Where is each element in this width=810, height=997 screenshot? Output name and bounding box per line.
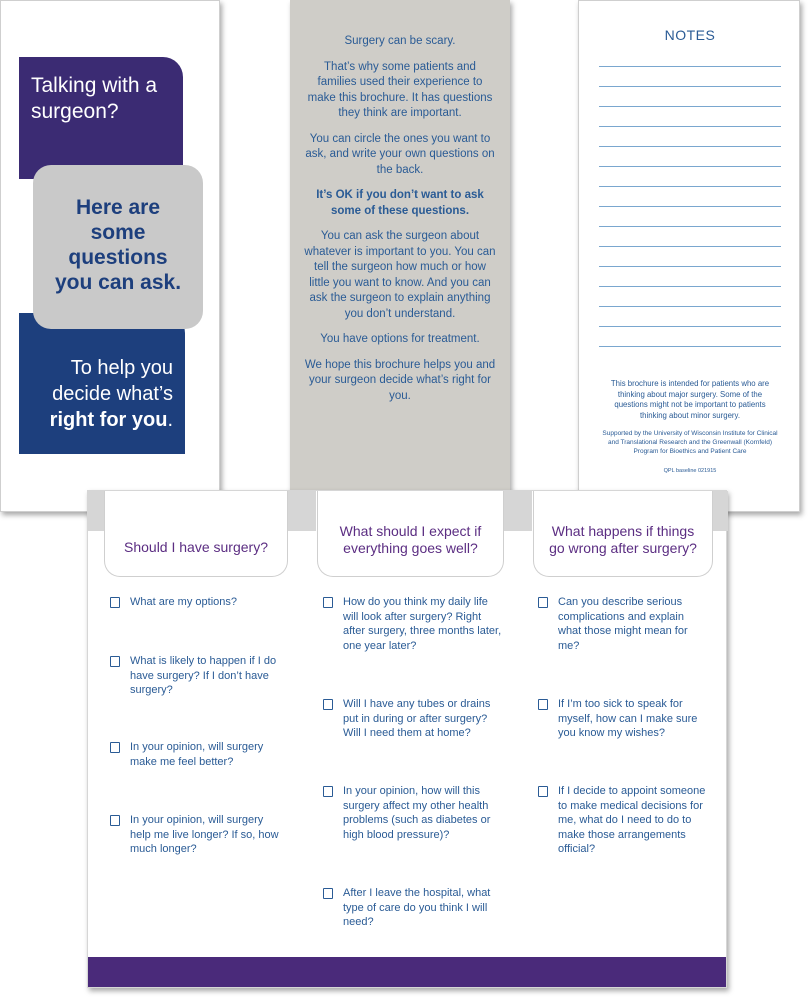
tagline-bold: right for you [49,409,168,431]
cover-bottom-block [19,313,185,454]
intro-paragraph: That’s why some patients and families used their experience to make this brochure. It has questions they think are important. [307,60,493,119]
notes-line [599,186,781,187]
column-title: Should I have surgery? [124,539,268,555]
intro-paragraph: We hope this brochure helps you and your surgeon decide what’s right for you. [304,358,496,402]
notes-disclaimer-text: This brochure is intended for patients who are thinking about major surgery. Some of the questions might not be important to patients thinking about minor surgery. [610,379,770,420]
notes-line [599,306,781,307]
intro-paragraph: You can circle the ones you want to ask, and write your own questions on the back. [305,132,495,176]
intro-paragraph: Surgery can be scary. [344,35,456,47]
column-title: What should I expect if everything goes well? [339,523,482,556]
question-text: Will I have any tubes or drains put in during or after surgery? Will I need them at home? [343,698,491,739]
intro-paragraph-bold: It’s OK if you don’t want to ask some of these questions. [316,189,484,217]
questions-sheet [87,490,727,988]
question-text: In your opinion, how will this surgery affect my other health problems (such as diabetes or high blood pressure)? [343,785,491,841]
question-text: After I leave the hospital, what type of care do you think I will need? [343,887,491,928]
question-text: How do you think my daily life will look after surgery? Right after surgery, three months later, one year later? [343,596,502,652]
notes-line [599,86,781,87]
checkbox[interactable] [323,786,333,797]
intro-paragraph: You can ask the surgeon about whatever is important to you. You can tell the surgeon how much or how little you want to know. And you can ask the surgeon to explain anything you don’t understand. [304,230,496,320]
cover-middle-block [33,165,203,329]
question-text: What is likely to happen if I do have surgery? If I don’t have surgery? [130,655,277,696]
notes-line [599,206,781,207]
notes-line [599,346,781,347]
notes-line [599,246,781,247]
cover-tagline [50,355,173,433]
checkbox[interactable] [538,786,548,797]
tab-gap [286,491,316,531]
question-text: If I decide to appoint someone to make medical decisions for me, what do I need to do to make those arrangements official? [558,785,706,855]
column-title: What happens if things go wrong after surgery? [549,523,697,556]
notes-line [599,146,781,147]
checkbox[interactable] [323,699,333,710]
tagline-period: . [167,409,173,431]
column-heading-card [533,491,713,577]
brochure-intro-panel [290,0,510,492]
brochure-cover-panel [0,0,220,512]
sheet-footer-bar [88,957,726,987]
cover-headline: Talking with a surgeon? [31,74,158,123]
checkbox[interactable] [110,815,120,826]
checkbox[interactable] [538,699,548,710]
question-text: In your opinion, will surgery make me feel better? [130,741,264,768]
checkbox[interactable] [538,597,548,608]
notes-line [599,106,781,107]
notes-line [599,226,781,227]
notes-line [599,286,781,287]
question-text: What are my options? [130,596,237,608]
checkbox[interactable] [110,597,120,608]
cover-top-block [19,57,183,179]
checkbox[interactable] [323,597,333,608]
notes-line [599,326,781,327]
notes-support-text: Supported by the University of Wisconsin Institute for Clinical and Translational Research and the Greenwall (Kornfeld) Program for Bioethics and Patient Care [602,430,778,455]
question-text: Can you describe serious complications and explain what those might mean for me? [558,596,688,652]
question-text: If I’m too sick to speak for myself, how can I make sure you know my wishes? [558,698,698,739]
notes-title: NOTES [664,27,716,43]
checkbox[interactable] [110,742,120,753]
cover-subheadline: Here are some questions you can ask. [54,196,182,294]
column-heading-card [317,491,504,577]
checkbox[interactable] [110,656,120,667]
intro-paragraph: You have options for treatment. [320,333,480,345]
question-text: In your opinion, will surgery help me live longer? If so, how much longer? [130,814,279,855]
tab-gap [502,491,532,531]
notes-line [599,166,781,167]
notes-line [599,126,781,127]
notes-line [599,266,781,267]
tagline-line-2: decide what’s [52,383,173,405]
tagline-line-1: To help you [70,357,173,379]
column-heading-card [104,491,288,577]
intro-text [304,34,496,414]
notes-line [599,66,781,67]
notes-code: QPL baseline 021915 [663,468,717,474]
brochure-notes-panel [578,0,800,512]
notes-disclaimer [601,379,779,485]
checkbox[interactable] [323,888,333,899]
